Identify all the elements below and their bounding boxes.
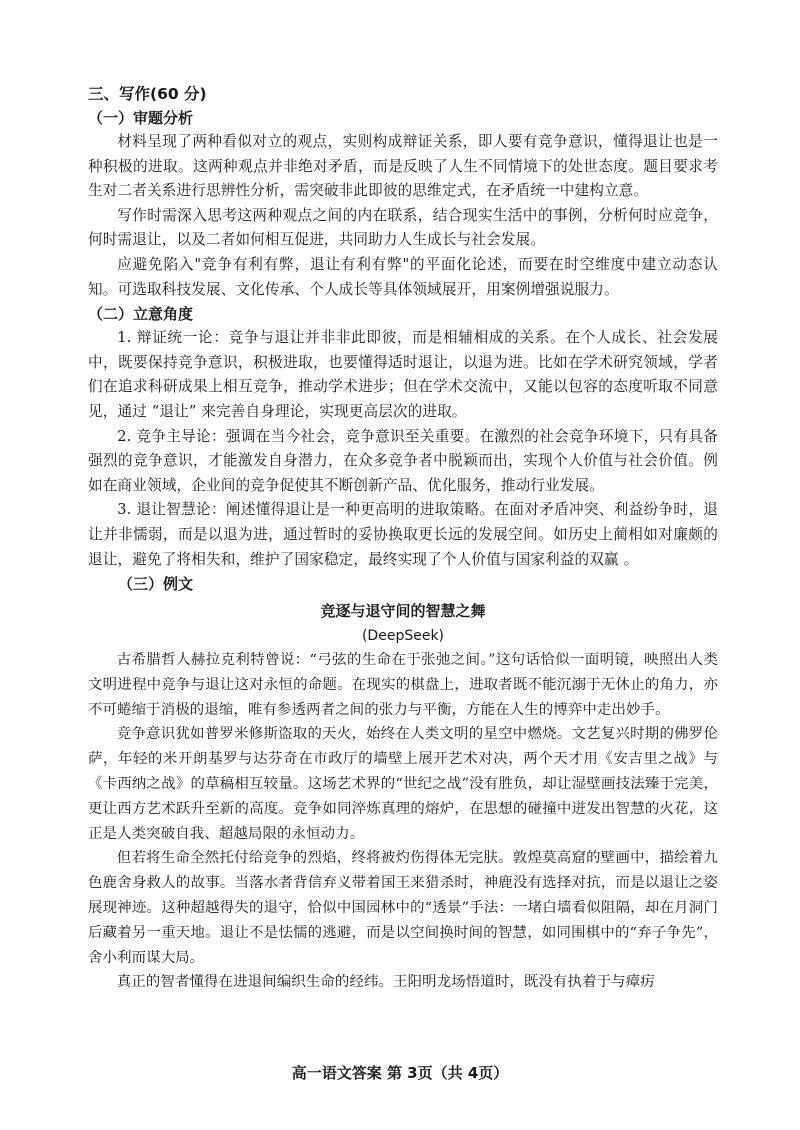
page-footer: 高一语文答案 第 3页（共 4页）: [291, 1064, 509, 1082]
angles-heading: （二）立意角度: [88, 305, 194, 324]
essay-title: 竞逐与退守间的智慧之舞: [320, 602, 486, 621]
analysis-paragraph-3: 应避免陷入"竞争有利有弊，退让有利有弊"的平面化论述，而要在时空维度中建立动态认知。可选取科技发展、文化传承、个人成长等具体领域展开，用案例增强说服力。: [88, 255, 718, 298]
essay-paragraph-1: 古希腊哲人赫拉克利特曾说：“弓弦的生命在于张弛之间。”这句话恰似一面明镜，映照出人类文明进程中竞争与退让这对永恒的命题。在现实的棋盘上，进取者既不能沉溺于无休止的角力，亦不可蜷缩于消极的退缩，唯有参透两者之间的张力与平衡，方能在人生的博弈中走出妙手。: [88, 652, 718, 718]
essay-paragraph-2: 竞争意识犹如普罗米修斯盗取的天火，始终在人类文明的星空中燃烧。文艺复兴时期的佛罗伦萨，年轻的米开朗基罗与达芬奇在市政厅的墙壁上展开艺术对决，两个天才用《安吉里之战》与《卡西纳之战》的草稿相互较量。这场艺术界的“世纪之战”没有胜负，却让湿壁画技法臻于完美，更让西方艺术跃升至新的高度。竞争如同淬炼真理的熔炉，在思想的碰撞中迸发出智慧的火花，这正是人类突破自我、超越局限的永恒动力。: [88, 726, 718, 842]
analysis-heading: （一）审题分析: [88, 109, 194, 127]
essay-paragraph-4: 真正的智者懂得在进退间编织生命的经纬。王阳明龙场悟道时，既没有执着于与瘴疠: [116, 974, 655, 991]
angle-paragraph-1: 1. 辩证统一论：竞争与退让并非非此即彼，而是相辅相成的关系。在个人成长、社会发展中，既要保持竞争意识，积极进取，也要懂得适时退让，以退为进。比如在学术研究领域，学者们在追求科研成果上相互竞争，推动学术进步；但在学术交流中，又能以包容的态度听取不同意见，通过 “退让” 来完善自身理论，实现更高层次的进取。: [88, 329, 718, 420]
example-heading: （三）例文: [118, 575, 194, 594]
page-content: [88, 82, 718, 995]
angle-paragraph-2: 2. 竞争主导论：强调在当今社会，竞争意识至关重要。在激烈的社会竞争环境下，只有具备强烈的竞争意识，才能激发自身潜力，在众多竞争者中脱颖而出，实现个人价值与社会价值。例如在商业领域，企业间的竞争促使其不断创新产品、优化服务，推动行业发展。: [88, 427, 718, 494]
section-title: 三、写作(60 分): [88, 85, 207, 103]
analysis-paragraph-1: 材料呈现了两种看似对立的观点，实则构成辩证关系，即人要有竞争意识，懂得退让也是一种积极的进取。这两种观点并非绝对矛盾，而是反映了人生不同情境下的处世态度。题目要求考生对二者关系进行思辨性分析，需突破非此即彼的思维定式，在矛盾统一中建构立意。: [88, 133, 718, 200]
essay-body: [88, 648, 718, 995]
analysis-paragraph-2: 写作时需深入思考这两种观点之间的内在联系，结合现实生活中的事例，分析何时应竞争，何时需退让，以及二者如何相互促进，共同助力人生成长与社会发展。: [88, 206, 718, 249]
essay-author: (DeepSeek): [361, 628, 445, 645]
essay-paragraph-3: 但若将生命全然托付给竞争的烈焰，终将被灼伤得体无完肤。敦煌莫高窟的壁画中，描绘着九色鹿舍身救人的故事。当落水者背信弃义带着国王来猎杀时，神鹿没有选择对抗，而是以退让之姿展现神迹。这种超越得失的退守，恰似中国园林中的“透景”手法：一堵白墙看似阻隔，却在月洞门后藏着另一重天地。退让不是怯懦的逃避，而是以空间换时间的智慧，如同围棋中的“弃子争先”，舍小利而谋大局。: [88, 850, 718, 966]
angle-paragraph-3: 3. 退让智慧论：阐述懂得退让是一种更高明的进取策略。在面对矛盾冲突、利益纷争时，退让并非懦弱，而是以退为进，通过暂时的妥协换取更长远的发展空间。如历史上蔺相如对廉颇的退让，避免了将相失和，维护了国家稳定，最终实现了个人价值与国家利益的双赢 。: [88, 501, 718, 568]
